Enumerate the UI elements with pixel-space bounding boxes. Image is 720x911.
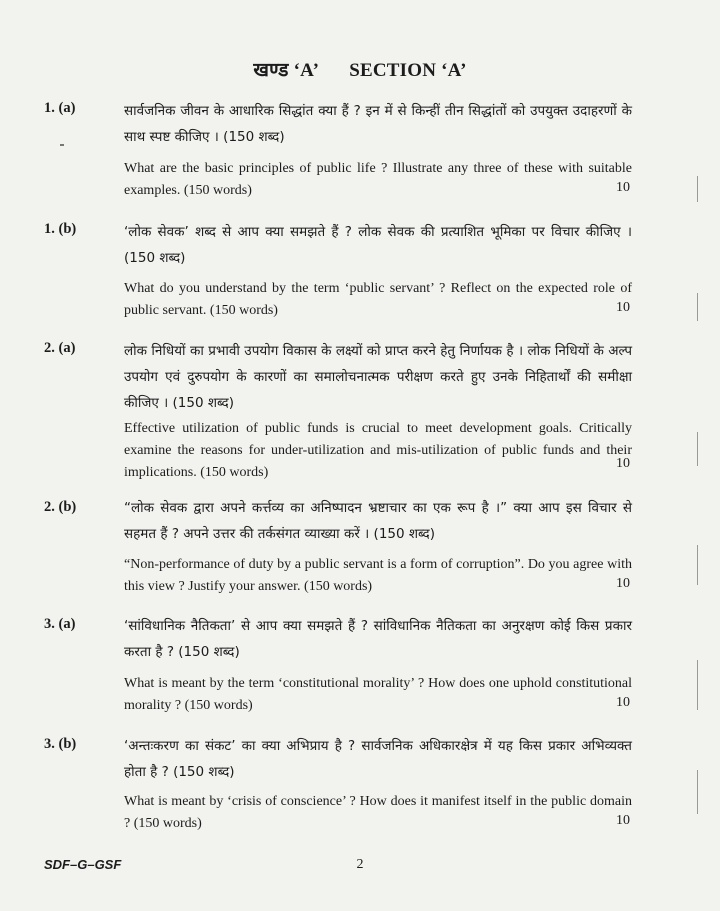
question-marks: 10 [616, 695, 630, 710]
scan-edge-mark [697, 432, 698, 466]
section-heading-english: SECTION ‘A’ [349, 60, 467, 81]
question-number: 2. (a) [44, 340, 76, 356]
page-number: 2 [356, 857, 364, 872]
section-heading [0, 56, 720, 82]
question-text-hindi: सार्वजनिक जीवन के आधारिक सिद्धांत क्या हैं ? इन में से किन्हीं तीन सिद्धांतों को उपयुक्त उदाहरणों के साथ स्पष्ट कीजिए । (150 शब्द) [124, 103, 632, 145]
question-marks: 10 [616, 180, 630, 195]
question-number: 3. (b) [44, 736, 77, 752]
question-text-hindi: ‘अन्तःकरण का संकट’ का क्या अभिप्राय है ? सार्वजनिक अधिकारक्षेत्र में यह किस प्रकार अभिव्यक्त होता है ? (150 शब्द) [124, 738, 632, 780]
question-text-english: Effective utilization of public funds is crucial to meet development goals. Critically examine the reasons for under-utilization and mis-utilization of public funds and their implications. (150 words) [124, 421, 632, 480]
question-text-english: What is meant by the term ‘constitutional morality’ ? How does one uphold constitutional morality ? (150 words) [124, 676, 632, 713]
paper-code: SDF–G–GSF [44, 857, 122, 872]
question-text-english: What are the basic principles of public life ? Illustrate any three of these with suitable examples. (150 words) [124, 161, 632, 198]
scan-edge-mark [697, 176, 698, 202]
section-heading-hindi: खण्ड ‘A’ [253, 60, 320, 81]
question-number: 1. (b) [44, 221, 77, 237]
question-number: 1. (a) [44, 100, 76, 116]
question-text-hindi: “लोक सेवक द्वारा अपने कर्त्तव्य का अनिष्पादन भ्रष्टाचार का एक रूप है ।” क्या आप इस विचार से सहमत हैं ? अपने उत्तर की तर्कसंगत व्याख्या करें । (150 शब्द) [124, 500, 632, 542]
question-number: 3. (a) [44, 616, 76, 632]
scan-edge-mark [697, 293, 698, 321]
question-text-hindi: ‘लोक सेवक’ शब्द से आप क्या समझते हैं ? लोक सेवक की प्रत्याशित भूमिका पर विचार कीजिए । (150 शब्द) [124, 224, 632, 266]
scan-edge-mark [697, 770, 698, 814]
question-text-hindi: ‘सांविधानिक नैतिकता’ से आप क्या समझते हैं ? सांविधानिक नैतिकता का अनुरक्षण कोई किस प्रकार करता है ? (150 शब्द) [124, 618, 632, 660]
question-number: 2. (b) [44, 499, 77, 515]
question-text-hindi: लोक निधियों का प्रभावी उपयोग विकास के लक्ष्यों को प्राप्त करने हेतु निर्णायक है । लोक निधियों के अल्प उपयोग एवं दुरुपयोग के कारणों का समालोचनात्मक परीक्षण करते हुए उनके निहितार्थों की समीक्षा कीजिए । (150 शब्द) [124, 343, 632, 411]
question-marks: 10 [616, 813, 630, 828]
scan-edge-mark [697, 545, 698, 585]
scan-edge-mark [697, 660, 698, 710]
margin-mark [60, 144, 64, 146]
question-text-english: What is meant by ‘crisis of conscience’ ? How does it manifest itself in the public domain ? (150 words) [124, 794, 632, 831]
question-marks: 10 [616, 576, 630, 591]
question-text-english: What do you understand by the term ‘public servant’ ? Reflect on the expected role of public servant. (150 words) [124, 281, 632, 318]
question-marks: 10 [616, 456, 630, 471]
question-text-english: “Non-performance of duty by a public servant is a form of corruption”. Do you agree with this view ? Justify your answer. (150 words) [124, 557, 632, 594]
question-marks: 10 [616, 300, 630, 315]
